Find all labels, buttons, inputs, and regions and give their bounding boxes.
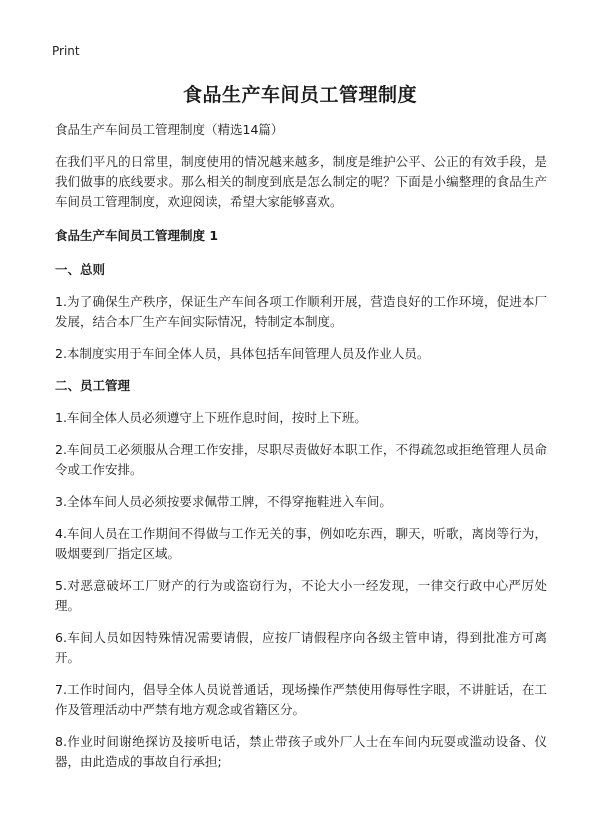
list-item: 3.全体车间人员必须按要求佩带工牌，不得穿拖鞋进入车间。 [55, 494, 392, 509]
list-item: 8.作业时间谢绝探访及接听电话，禁止带孩子或外厂人士在车间内玩耍或滥动设备、仪器，由此造成的事故自行承担; [55, 734, 547, 769]
document-subtitle: 食品生产车间员工管理制度（精选14篇） [55, 122, 284, 137]
document-body [55, 120, 547, 784]
intro-paragraph: 在我们平凡的日常里，制度使用的情况越来越多，制度是维护公平、公正的有效手段，是我们做事的底线要求。那么相关的制度到底是怎么制定的呢？下面是小编整理的食品生产车间员工管理制度，欢迎阅读，希望大家能够喜欢。 [55, 154, 547, 209]
chapter-heading-general: 一、总则 [55, 262, 106, 277]
list-item: 2.车间员工必须服从合理工作安排，尽职尽责做好本职工作，不得疏忽或拒绝管理人员命令或工作安排。 [55, 442, 547, 477]
page-title: 食品生产车间员工管理制度 [182, 84, 417, 106]
list-item: 6.车间人员如因特殊情况需要请假，应按厂请假程序向各级主管申请，得到批准方可离开。 [55, 630, 547, 665]
print-link[interactable]: Print [52, 44, 80, 58]
list-item: 1.为了确保生产秩序，保证生产车间各项工作顺利开展，营造良好的工作环境，促进本厂发展，结合本厂生产车间实际情况，特制定本制度。 [55, 294, 547, 329]
list-item: 1.车间全体人员必须遵守上下班作息时间，按时上下班。 [55, 410, 367, 425]
chapter-heading-staff: 二、员工管理 [55, 378, 131, 393]
list-item: 5.对恶意破坏工厂财产的行为或盗窃行为，不论大小一经发现，一律交行政中心严厉处理。 [55, 578, 547, 613]
list-item: 4.车间人员在工作期间不得做与工作无关的事，例如吃东西，聊天，听歌，离岗等行为，吸烟要到厂指定区域。 [55, 526, 547, 561]
list-item: 2.本制度实用于车间全体人员，具体包括车间管理人员及作业人员。 [55, 346, 430, 361]
section-title: 食品生产车间员工管理制度 1 [55, 228, 219, 243]
list-item: 7.工作时间内，倡导全体人员说普通话，现场操作严禁使用侮辱性字眼，不讲脏话，在工作及管理活动中严禁有地方观念或省籍区分。 [55, 682, 547, 717]
